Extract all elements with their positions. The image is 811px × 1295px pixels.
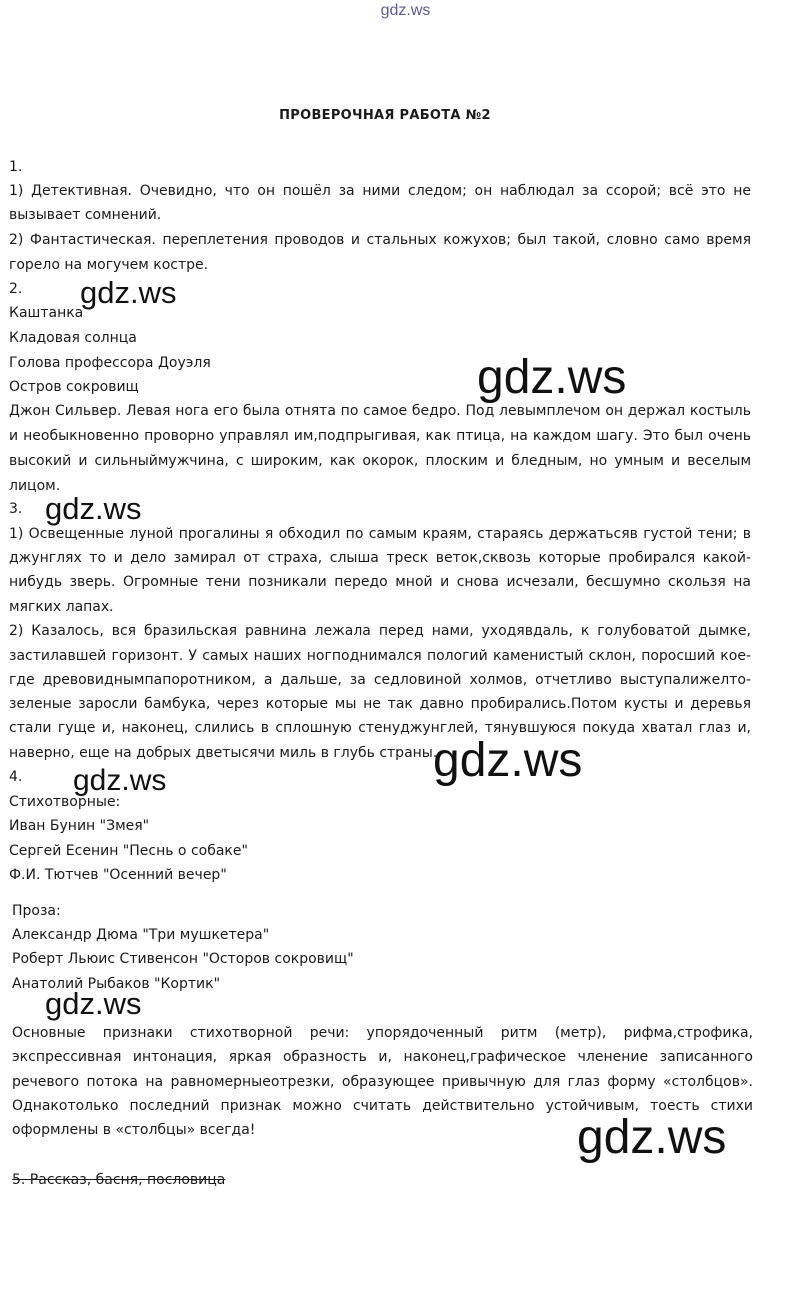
section-4-para-line-2: экспрессивная интонация, яркая образность и, наконец,графическое членение записанного [12,1049,753,1065]
section-3-a-line-4: мягких лапах. [9,599,114,615]
section-2-item: Остров сокровищ [9,379,139,395]
section-2-para-line-4: лицом. [9,478,61,494]
watermark-text: gdz.ws [73,764,167,797]
section-2-para-line-3: высокий и сильныймужчина, с широким, как окорок, плоским и бледным, но умным и веселым [9,453,751,469]
prose-item: Анатолий Рыбаков "Кортик" [12,976,221,992]
section-3-a-line-2: джунглях то и дело замирал от страха, слыша треск веток,сквозь которые пробирался какой- [9,550,751,566]
section-2-para-line-1: Джон Сильвер. Левая нога его была отнята по самое бедро. Под левымплечом он держал костыль [9,403,751,419]
poetry-heading: Стихотворные: [9,794,121,810]
section-5-text: 5. Рассказ, басня, пословица [12,1172,226,1188]
poetry-item: Сергей Есенин "Песнь о собаке" [9,843,248,859]
section-1-line-3: 2) Фантастическая. переплетения проводов и стальных кожухов; был такой, словно само время [9,232,751,248]
section-2-item: Голова профессора Доуэля [9,355,211,371]
section-2-para-line-2: и необыкновенно проворно управлял им,подпрыгивая, как птица, на каждом шагу. Это был очень [9,428,751,444]
section-3-b-line-1: 2) Казалось, вся бразильская равнина лежала перед нами, уходявдаль, к голубоватой дымке, [9,623,751,639]
section-3-b-line-3: где древовиднымпапоротником, а дальше, за седловиной холмов, отчетливо выступалижелто- [9,672,751,688]
section-4-para-line-3: речевого потока на равномерныеотрезки, образующее привычную для глаз форму «столбцов». [12,1074,753,1090]
section-2-item: Кладовая солнца [9,330,137,346]
page-title: ПРОВЕРОЧНАЯ РАБОТА №2 [279,108,491,123]
section-1-line-2: вызывает сомнений. [9,207,162,223]
section-1-line-1: 1) Детективная. Очевидно, что он пошёл за ними следом; он наблюдал за ссорой; всё это не [9,183,751,199]
section-3-a-line-3: нибудь зверь. Огромные тени позникали передо мной и снова исчезали, бесшумно скользя на [9,574,751,590]
section-4-para-line-4: Однакотолько последний признак можно считать действительно устойчивым, тоесть стихи [12,1098,753,1114]
prose-item: Александр Дюма "Три мушкетера" [12,927,270,943]
section-3-b-line-4: зеленые заросли бамбука, через которые мы не так давно пробирались.Потом кусты и деревья [9,696,751,712]
poetry-item: Ф.И. Тютчев "Осенний вечер" [9,867,227,883]
section-3-b-line-6: наверно, еще на добрых дветысячи миль в глубь страны. [9,745,438,761]
section-4-para-line-1: Основные признаки стихотворной речи: упорядоченный ритм (метр), рифма,строфика, [12,1025,753,1041]
poetry-item: Иван Бунин "Змея" [9,818,150,834]
section-4-number: 4. [9,769,23,785]
section-3-a-line-1: 1) Освещенные луной прогалины я обходил по самым краям, стараясь держатьсяв густой тени; в [9,526,751,542]
section-4-para-line-5: оформлены в «столбцы» всегда! [12,1122,256,1138]
prose-heading: Проза: [12,903,61,919]
section-3-b-line-2: застилавшей горизонт. У самых наших ногподнимался пологий каменистый склон, поросший кое- [9,648,751,664]
watermark-text: gdz.ws [433,734,583,787]
watermark-text: gdz.ws [45,986,142,1021]
section-1-line-4: горело на могучем костре. [9,257,209,273]
watermark-text: gdz.ws [45,491,142,526]
prose-item: Роберт Льюис Стивенсон "Осторов сокровищ" [12,951,354,967]
watermark-text: gdz.ws [477,351,627,404]
watermark-text: gdz.ws [577,1111,727,1164]
section-3-b-line-5: стали гуще и, наконец, слились в сплошную стенуджунглей, тянувшуюся покуда хватал глаз и, [9,720,751,736]
header-watermark: gdz.ws [380,2,431,19]
section-1-number: 1. [9,159,23,175]
section-3-number: 3. [9,501,23,517]
section-2-item: Каштанка [9,305,84,321]
watermark-text: gdz.ws [80,275,177,310]
section-2-number: 2. [9,281,23,297]
